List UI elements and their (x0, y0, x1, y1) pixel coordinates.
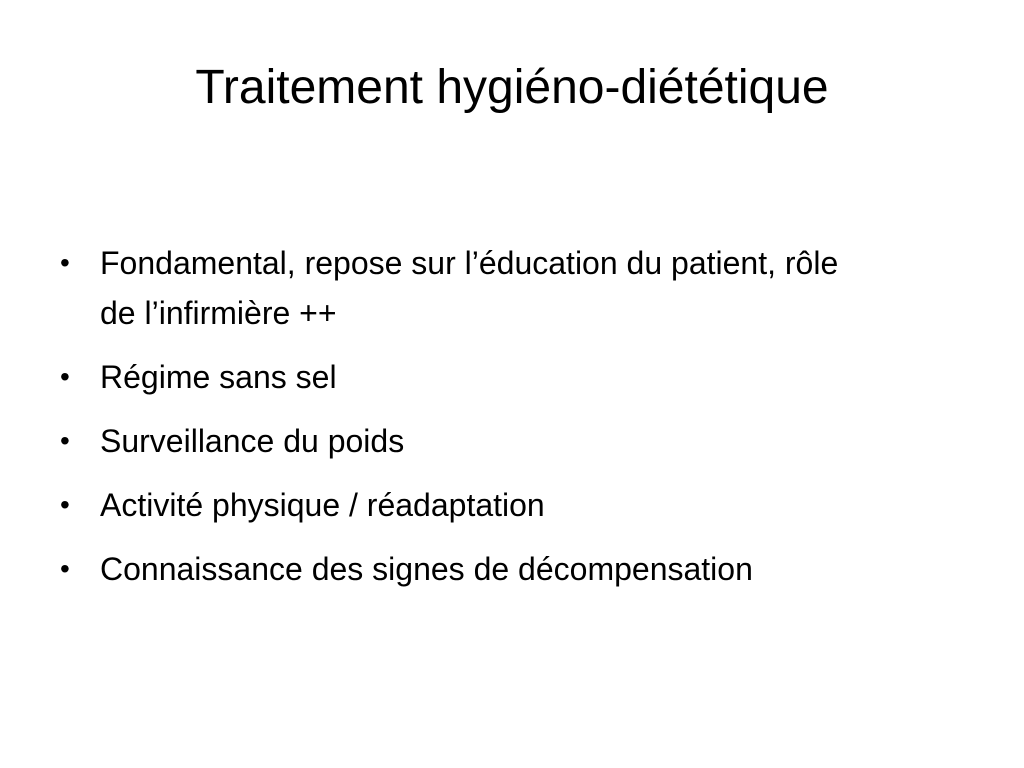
bullet-dot-icon: • (60, 361, 70, 392)
bullet-text: Surveillance du poids (100, 423, 405, 459)
bullet-dot-icon: • (60, 553, 70, 584)
bullet-item (58, 416, 958, 466)
bullet-text: Connaissance des signes de décompensation (100, 551, 753, 587)
bullet-item (58, 352, 958, 402)
bullet-item (58, 544, 958, 594)
slide-title: Traitement hygiéno-diététique (195, 61, 829, 114)
bullet-item (58, 480, 958, 530)
bullet-dot-icon: • (60, 425, 70, 456)
bullet-dot-icon: • (60, 247, 70, 278)
bullet-list (58, 238, 958, 608)
bullet-text: Fondamental, repose sur l’éducation du patient, rôle de l’infirmière ++ (100, 245, 839, 331)
bullet-text: Régime sans sel (100, 359, 337, 395)
bullet-text: Activité physique / réadaptation (100, 487, 545, 523)
bullet-item (58, 238, 958, 338)
bullet-dot-icon: • (60, 489, 70, 520)
